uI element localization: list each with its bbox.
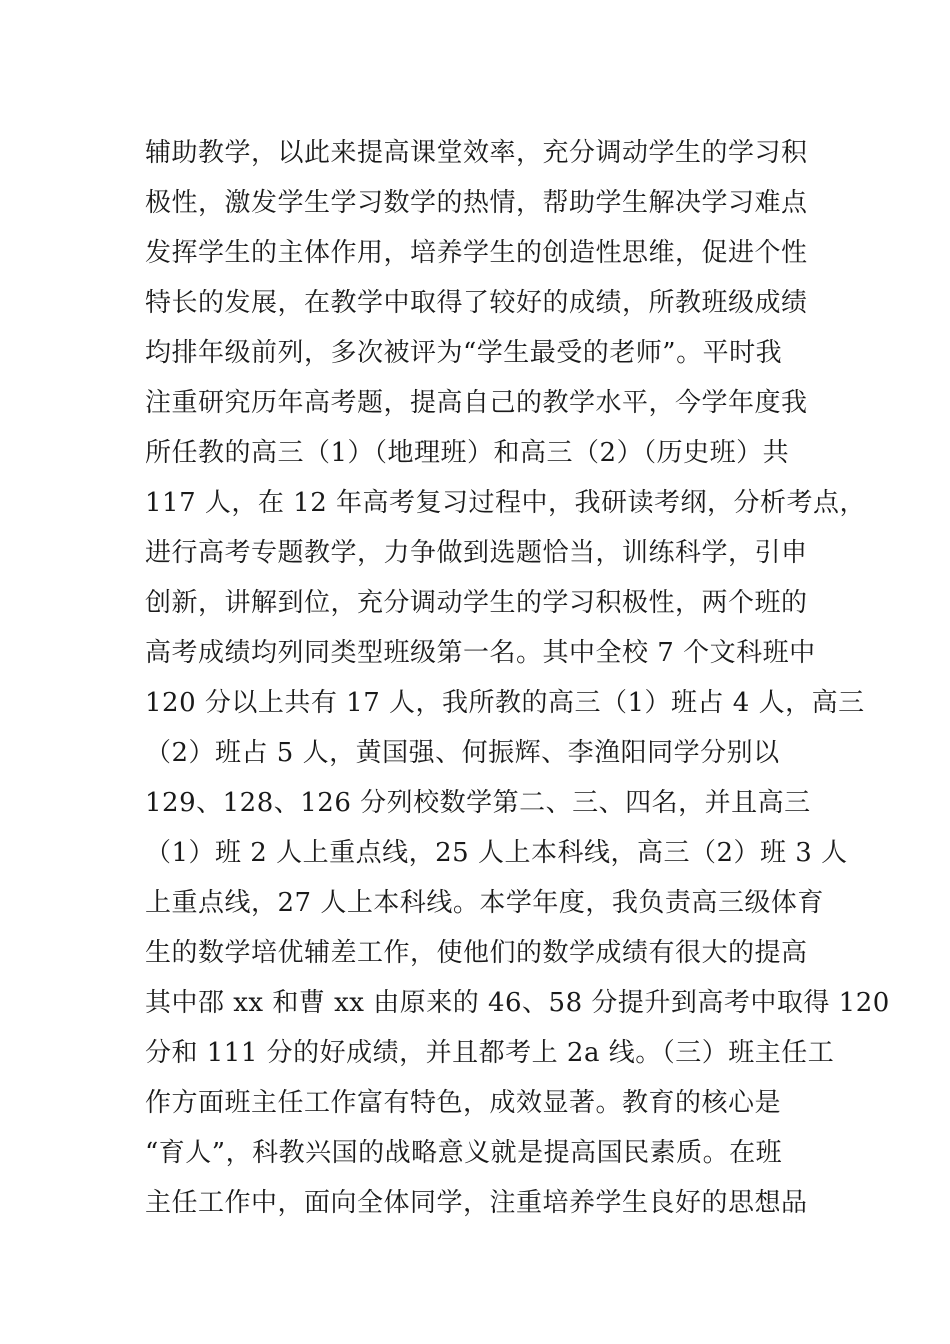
text-line: 进行高考专题教学，力争做到选题恰当，训练科学，引申	[145, 538, 808, 568]
text-line: 120 分以上共有 17 人，我所教的高三（1）班占 4 人，高三	[145, 688, 865, 718]
text-line: 129、128、126 分列校数学第二、三、四名，并且高三	[145, 788, 811, 818]
text-line: 作方面班主任工作富有特色，成效显著。教育的核心是	[145, 1088, 782, 1118]
text-line: “育人”，科教兴国的战略意义就是提高国民素质。在班	[145, 1138, 783, 1168]
text-line: 特长的发展，在教学中取得了较好的成绩，所教班级成绩	[145, 288, 808, 318]
text-line: 发挥学生的主体作用，培养学生的创造性思维，促进个性	[145, 238, 808, 268]
text-line: （1）班 2 人上重点线，25 人上本科线，高三（2）班 3 人	[145, 838, 848, 868]
text-line: 主任工作中，面向全体同学，注重培养学生良好的思想品	[145, 1188, 808, 1218]
text-line: 生的数学培优辅差工作，使他们的数学成绩有很大的提高	[145, 938, 808, 968]
text-line: 所任教的高三（1）（地理班）和高三（2）（历史班）共	[145, 438, 790, 468]
body-text	[145, 128, 890, 1228]
text-line: 高考成绩均列同类型班级第一名。其中全校 7 个文科班中	[145, 638, 816, 668]
text-line: 极性，激发学生学习数学的热情，帮助学生解决学习难点	[145, 188, 808, 218]
text-line: 均排年级前列，多次被评为“学生最受的老师”。平时我	[145, 338, 783, 368]
text-line: 创新，讲解到位，充分调动学生的学习积极性，两个班的	[145, 588, 808, 618]
text-line: 上重点线，27 人上本科线。本学年度，我负责高三级体育	[145, 888, 824, 918]
text-line: 注重研究历年高考题，提高自己的教学水平，今学年度我	[145, 388, 808, 418]
text-line: 分和 111 分的好成绩，并且都考上 2a 线。（三）班主任工	[145, 1038, 835, 1068]
text-line: 辅助教学，以此来提高课堂效率，充分调动学生的学习积	[145, 138, 808, 168]
text-line: 117 人，在 12 年高考复习过程中，我研读考纲，分析考点，	[145, 488, 867, 518]
text-line: 其中邵 xx 和曹 xx 由原来的 46、58 分提升到高考中取得 120	[145, 988, 890, 1018]
text-line: （2）班占 5 人，黄国强、何振辉、李渔阳同学分别以	[145, 738, 780, 768]
